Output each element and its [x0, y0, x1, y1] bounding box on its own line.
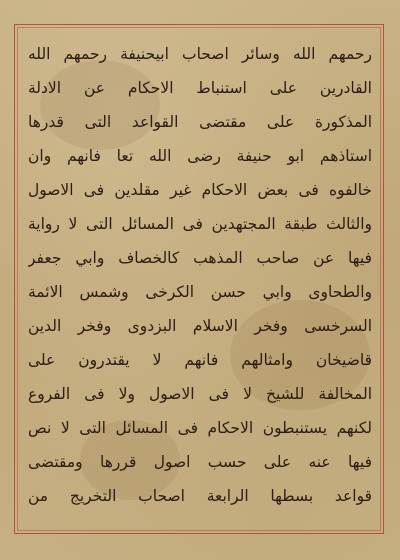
text-line: والطحاوى وابي حسن الكرخى وشمس الائمة: [28, 283, 372, 301]
text-line: خالفوه فى بعض الاحكام غير مقلدين فى الاصول: [28, 181, 372, 199]
text-line: لكنهم يستنبطون الاحكام فى المسائل التى لا نص: [28, 419, 372, 437]
text-line: والثالث طبقة المجتهدين فى المسائل التى لا رواية: [28, 215, 372, 233]
text-line: رحمهم الله وسائر اصحاب ابيحنيفة رحمهم الله: [28, 45, 372, 63]
text-line: فيها عن صاحب المذهب كالخصاف وابي جعفر: [28, 249, 372, 267]
text-line: فيها عنه على حسب اصول قررها ومقتضى: [28, 453, 372, 471]
text-line: القادرين على استنباط الاحكام عن الادلة: [28, 79, 372, 97]
text-line: استاذهم ابو حنيفة رضى الله تعا فانهم وان: [28, 147, 372, 165]
text-line: المذكورة على مقتضى القواعد التى قدرها: [28, 113, 372, 131]
text-line: المخالفة للشيخ لا فى الاصول ولا فى الفروع: [28, 385, 372, 403]
text-line: قواعد بسطها الرابعة اصحاب التخريج من: [28, 487, 372, 505]
text-block: [22, 30, 378, 530]
text-line: السرخسى وفخر الاسلام البزدوى وفخر الدين: [28, 317, 372, 335]
text-line: قاضيخان وامثالهم فانهم لا يقتدرون على: [28, 351, 372, 369]
